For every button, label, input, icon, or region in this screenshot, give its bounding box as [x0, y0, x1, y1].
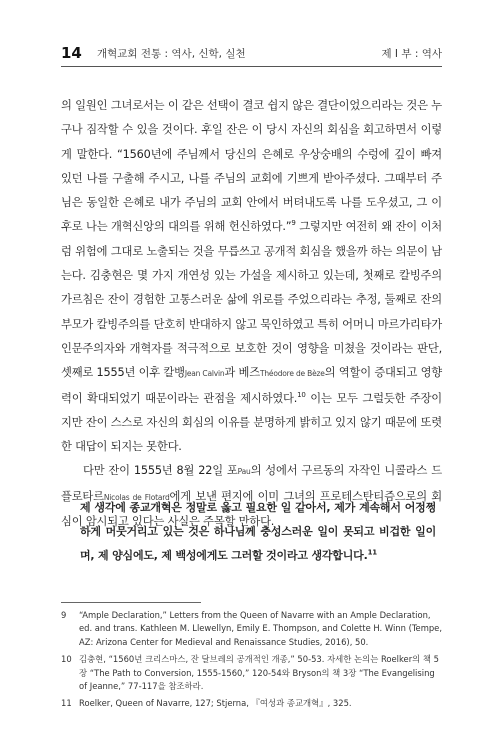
- footnote-list: [61, 609, 442, 711]
- paragraph: [61, 94, 442, 459]
- original-name: Pau: [237, 467, 251, 477]
- running-header: [61, 44, 442, 67]
- paragraph-text: 의 일원인 그녀로서는 이 같은 선택이 결코 쉽지 않은 결단이었으리라는 것은 누구나 짐작할 수 있을 것이다. 후일 잔은 이 당시 자신의 회심을 회고하면서 이렇게 말한다. “1560년에 주님께서 당신의 은혜로 우상숭배의 수렁에 깊이 빠져 있던 나를 구출해 주시고, 나를 주님의 교회에 기쁘게 받아주셨다. 그때부터 주님은 동일한 은혜로 내가 주님의 교회 안에서 버텨내도록 나를 도우셨고, 그 이후로 나는 개혁신앙의 대의를 위해 헌신하였다.”: [61, 99, 442, 234]
- page-number: 14: [61, 44, 82, 62]
- footnote: [61, 697, 442, 710]
- body-text: [61, 94, 442, 534]
- block-quote: [80, 496, 436, 568]
- footnote-text: “Ample Declaration,” Letters from the Queen of Navarre with an Ample Declaration, ed. and trans. Kathleen M. Llewellyn, Emily E. Thompson, and Colette H. Winn (Tempe, AZ: Arizona Center for Medieval and Renaissance Studies, 2016), 50.: [79, 610, 442, 647]
- footnotes: [61, 602, 442, 715]
- footnote: [61, 609, 442, 649]
- paragraph-text: 의 역할이 증대되고 영향력이 확대되었기 때문이라는 관점을 제시하였다.: [61, 366, 442, 405]
- footnote-text: 김충현, “1560년 크리스마스, 잔 달브레의 공개적인 개종,” 50-53. 자세한 논의는 Roelker의 책 5장 “The Path to Conversion, 1555-1560,” 120-54와 Bryson의 책 3장 “The Evangelising of Jeanne,” 77-117을 참조하라.: [79, 654, 439, 692]
- footnote-rule: [61, 602, 201, 603]
- footnote-ref[interactable]: 11: [367, 548, 377, 557]
- footnote: [61, 653, 442, 693]
- footnote-ref[interactable]: 9: [291, 219, 296, 228]
- footnote-number: 11: [61, 698, 72, 709]
- paragraph-text: 다만 잔이 1555년 8월 22일 포: [83, 464, 238, 478]
- original-name: Nicolas de Flotard: [103, 492, 170, 502]
- paragraph-text: 의 성에서 구르동의 자작인 니콜라스 드 플로타르: [61, 464, 442, 503]
- paragraph-text: 이는 모두 그럴듯한 주장이지만 잔이 스스로 자신의 회심의 이유를 분명하게 밝히고 있지 않기 때문에 또렷한 대답이 되지는 못한다.: [61, 391, 443, 454]
- part-title: 제 I 부 : 역사: [381, 48, 442, 60]
- paragraph-text: 에게 보낸 편지에 이미 그녀의 프로테스탄티즘으로의 회심이 암시되고 있다는 사실은 주목할 만하다.: [61, 489, 442, 529]
- book-title: 개혁교회 전통 : 역사, 신학, 실천: [97, 48, 246, 60]
- paragraph-text: 그렇지만 여전히 왜 잔이 이처럼 위험에 그대로 노출되는 것을 무릅쓰고 공개적 회심을 했을까 하는 의문이 남는다. 김충현은 몇 가지 개연성 있는 가설을 제시하고 있는데, 첫째로 칼빙주의 가르침은 잔이 경험한 고통스러운 삶에 위로를 주었으리라는 추정, 둘째로 잔의 부모가 칼빙주의를 단호히 반대하지 않고 묵인하였고 특히 어머니 마르가리타가 인문주의자와 개혁자를 적극적으로 보호한 것이 영향을 미쳤을 것이라는 판단, 셋째로 1555년 이후 칼뱅: [61, 220, 443, 380]
- footnote-ref[interactable]: 10: [297, 390, 306, 399]
- block-quote-text: 제 생각에 종교개혁은 정말로 옳고 필요한 일 같아서, 제가 계속해서 어정쩡하게 머뭇거리고 있는 것은 하나님께 충성스러운 일이 못되고 비겁한 일이며, 제 양심에도, 제 백성에게도 그러할 것이라고 생각합니다.: [80, 501, 436, 562]
- original-name: Jean Calvin: [184, 369, 225, 379]
- footnote-number: 10: [61, 654, 72, 665]
- footnote-text: Roelker, Queen of Navarre, 127; Stjerna, 『여성과 종교개혁』, 325.: [79, 698, 352, 709]
- paragraph-text: 과 베즈: [224, 366, 260, 380]
- original-name: Théodore de Bèze: [259, 369, 325, 379]
- footnote-number: 9: [61, 610, 67, 620]
